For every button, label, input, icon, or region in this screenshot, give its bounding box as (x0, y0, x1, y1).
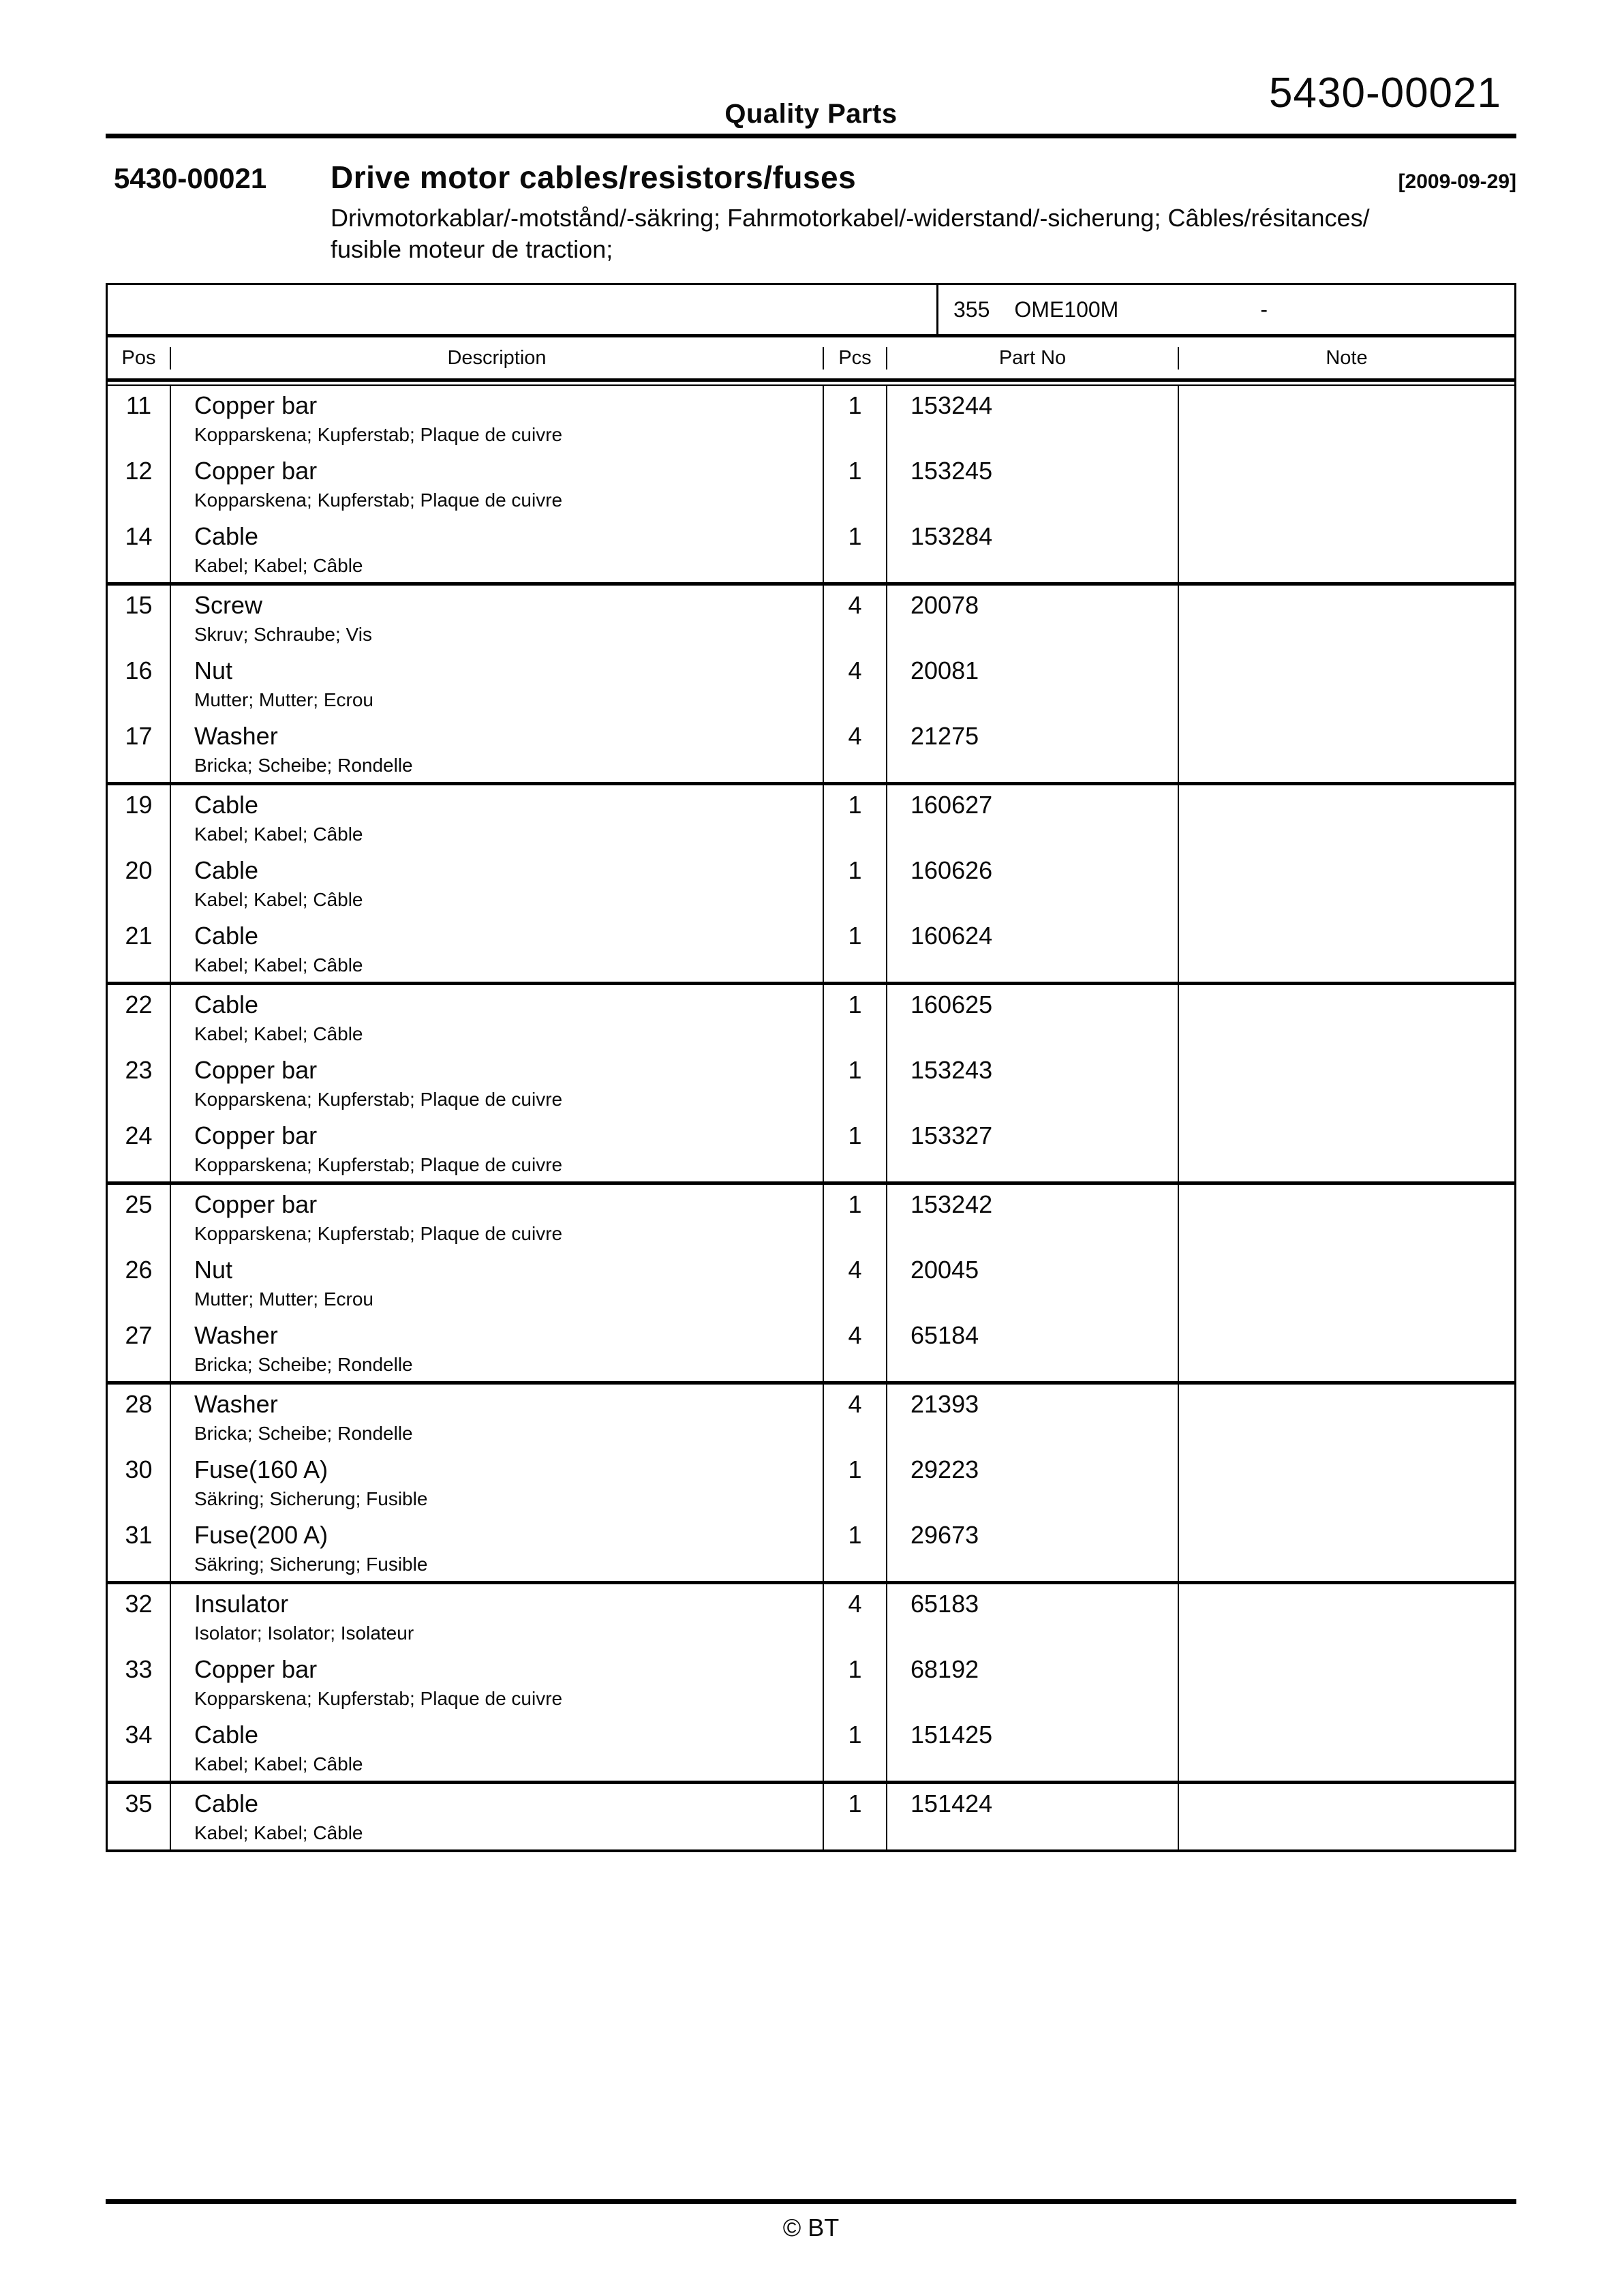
description-main: Cable (194, 1789, 259, 1817)
cell-pcs: 1 (824, 1784, 887, 1849)
description-translations: Kopparskena; Kupferstab; Plaque de cuivre (194, 489, 563, 511)
table-row (108, 916, 1514, 982)
table-row (108, 1715, 1514, 1781)
cell-part-no: 68192 (887, 1650, 1179, 1715)
cell-note (1179, 716, 1514, 782)
cell-note (1179, 785, 1514, 851)
row-group (108, 1381, 1514, 1581)
cell-description (171, 1116, 824, 1181)
cell-note (1179, 651, 1514, 716)
cell-pos: 26 (108, 1250, 171, 1316)
table-row (108, 1650, 1514, 1715)
cell-pcs: 1 (824, 1116, 887, 1181)
cell-pcs: 1 (824, 1650, 887, 1715)
cell-pos: 21 (108, 916, 171, 982)
cell-pcs: 1 (824, 1185, 887, 1250)
header-doc-number: 5430-00021 (1269, 70, 1501, 117)
cell-description (171, 1784, 824, 1849)
cell-pos: 17 (108, 716, 171, 782)
description-translations: Mutter; Mutter; Ecrou (194, 1288, 373, 1310)
model-name: OME100M (1014, 297, 1119, 322)
description-main: Copper bar (194, 1056, 318, 1084)
cell-note (1179, 1316, 1514, 1381)
page-footer (106, 2199, 1516, 2242)
cell-part-no: 153327 (887, 1116, 1179, 1181)
description-translations: Bricka; Scheibe; Rondelle (194, 1423, 413, 1444)
cell-description (171, 451, 824, 517)
description-translations: Kabel; Kabel; Câble (194, 954, 363, 976)
cell-part-no: 153284 (887, 517, 1179, 582)
table-row (108, 1450, 1514, 1515)
table-row (108, 1185, 1514, 1250)
cell-pos: 16 (108, 651, 171, 716)
table-row (108, 1116, 1514, 1181)
column-header-pcs: Pcs (824, 347, 887, 369)
cell-pos: 19 (108, 785, 171, 851)
cell-part-no: 160624 (887, 916, 1179, 982)
description-main: Cable (194, 991, 259, 1018)
cell-description (171, 851, 824, 916)
row-group (108, 1181, 1514, 1381)
table-row (108, 716, 1514, 782)
row-group (108, 982, 1514, 1181)
table-row (108, 785, 1514, 851)
cell-note (1179, 1385, 1514, 1450)
description-translations: Kopparskena; Kupferstab; Plaque de cuivre (194, 1089, 563, 1110)
cell-pos: 35 (108, 1784, 171, 1849)
cell-pcs: 1 (824, 1715, 887, 1781)
description-translations: Säkring; Sicherung; Fusible (194, 1554, 428, 1575)
cell-part-no: 29223 (887, 1450, 1179, 1515)
cell-pos: 12 (108, 451, 171, 517)
description-translations: Kabel; Kabel; Câble (194, 555, 363, 576)
cell-part-no: 20081 (887, 651, 1179, 716)
cell-part-no: 29673 (887, 1515, 1179, 1581)
cell-part-no: 153242 (887, 1185, 1179, 1250)
row-group (108, 1581, 1514, 1781)
cell-description (171, 586, 824, 651)
cell-pos: 14 (108, 517, 171, 582)
cell-note (1179, 1450, 1514, 1515)
cell-part-no: 160626 (887, 851, 1179, 916)
title-row (106, 159, 1516, 196)
cell-note (1179, 386, 1514, 451)
cell-note (1179, 1185, 1514, 1250)
description-main: Insulator (194, 1590, 289, 1618)
cell-pcs: 1 (824, 785, 887, 851)
cell-pcs: 1 (824, 517, 887, 582)
cell-part-no: 20078 (887, 586, 1179, 651)
subtitle-line-2: fusible moteur de traction; (331, 235, 613, 263)
description-main: Washer (194, 1321, 278, 1349)
cell-note (1179, 1584, 1514, 1650)
model-info-cell (938, 285, 1514, 334)
cell-note (1179, 916, 1514, 982)
cell-note (1179, 1715, 1514, 1781)
table-body (108, 386, 1514, 1849)
cell-pcs: 4 (824, 1316, 887, 1381)
model-info-row (108, 285, 1514, 337)
cell-note (1179, 586, 1514, 651)
cell-note (1179, 1515, 1514, 1581)
column-header-note: Note (1326, 346, 1368, 369)
description-main: Copper bar (194, 391, 318, 419)
cell-description (171, 785, 824, 851)
description-translations: Kabel; Kabel; Câble (194, 824, 363, 845)
cell-pcs: 4 (824, 1250, 887, 1316)
cell-pcs: 1 (824, 386, 887, 451)
row-group (108, 1781, 1514, 1849)
row-group (108, 582, 1514, 782)
cell-description (171, 1450, 824, 1515)
cell-note (1179, 1051, 1514, 1116)
cell-pos: 31 (108, 1515, 171, 1581)
description-main: Cable (194, 1721, 259, 1749)
cell-pcs: 1 (824, 1450, 887, 1515)
cell-description (171, 985, 824, 1051)
row-group (108, 782, 1514, 982)
cell-description (171, 716, 824, 782)
cell-pos: 30 (108, 1450, 171, 1515)
cell-note (1179, 517, 1514, 582)
cell-description (171, 1385, 824, 1450)
cell-part-no: 153243 (887, 1051, 1179, 1116)
description-main: Fuse(160 A) (194, 1455, 328, 1483)
cell-description (171, 1185, 824, 1250)
description-translations: Kabel; Kabel; Câble (194, 1753, 363, 1774)
description-translations: Säkring; Sicherung; Fusible (194, 1488, 428, 1509)
cell-description (171, 916, 824, 982)
cell-pcs: 1 (824, 916, 887, 982)
table-row (108, 985, 1514, 1051)
cell-part-no: 160627 (887, 785, 1179, 851)
description-main: Nut (194, 656, 233, 684)
description-main: Copper bar (194, 1190, 318, 1218)
description-translations: Mutter; Mutter; Ecrou (194, 689, 373, 710)
column-header-description: Description (171, 347, 824, 369)
cell-part-no: 21275 (887, 716, 1179, 782)
table-row (108, 851, 1514, 916)
description-main: Cable (194, 856, 259, 884)
cell-description (171, 1584, 824, 1650)
serial-range: - (1260, 297, 1268, 322)
cell-description (171, 1515, 824, 1581)
parts-table (106, 283, 1516, 1852)
table-header-row (108, 337, 1514, 378)
cell-part-no: 65184 (887, 1316, 1179, 1381)
page-title: Drive motor cables/resistors/fuses (331, 160, 857, 195)
description-main: Cable (194, 522, 259, 550)
description-translations: Kopparskena; Kupferstab; Plaque de cuivre (194, 1154, 563, 1175)
table-row (108, 1250, 1514, 1316)
page-content (106, 0, 1516, 1852)
cell-part-no: 160625 (887, 985, 1179, 1051)
title-block (106, 159, 1516, 265)
cell-part-no: 65183 (887, 1584, 1179, 1650)
cell-pcs: 4 (824, 586, 887, 651)
description-translations: Bricka; Scheibe; Rondelle (194, 1354, 413, 1375)
cell-pos: 20 (108, 851, 171, 916)
table-row (108, 451, 1514, 517)
description-translations: Bricka; Scheibe; Rondelle (194, 755, 413, 776)
cell-description (171, 1051, 824, 1116)
description-translations: Isolator; Isolator; Isolateur (194, 1622, 414, 1644)
cell-description (171, 386, 824, 451)
cell-note (1179, 851, 1514, 916)
cell-description (171, 517, 824, 582)
header-center-label: Quality Parts (724, 99, 898, 129)
cell-pos: 22 (108, 985, 171, 1051)
table-row (108, 1515, 1514, 1581)
cell-pos: 27 (108, 1316, 171, 1381)
description-translations: Kabel; Kabel; Câble (194, 1822, 363, 1843)
description-main: Cable (194, 922, 259, 950)
subtitle (331, 202, 1516, 265)
cell-description (171, 1316, 824, 1381)
subtitle-line-1: Drivmotorkablar/-motstånd/-säkring; Fahrmotorkabel/-widerstand/-sicherung; Câbles/résitances/ (331, 204, 1370, 232)
cell-part-no: 151425 (887, 1715, 1179, 1781)
description-main: Screw (194, 591, 263, 619)
document-code: 5430-00021 (114, 162, 267, 194)
table-row (108, 386, 1514, 451)
cell-pcs: 1 (824, 851, 887, 916)
description-main: Fuse(200 A) (194, 1521, 328, 1549)
cell-note (1179, 1650, 1514, 1715)
cell-pcs: 4 (824, 716, 887, 782)
description-main: Copper bar (194, 1655, 318, 1683)
cell-pcs: 1 (824, 451, 887, 517)
description-main: Washer (194, 1390, 278, 1418)
header-rule (106, 134, 1516, 138)
table-row (108, 1051, 1514, 1116)
table-row (108, 1385, 1514, 1450)
table-row (108, 1584, 1514, 1650)
cell-part-no: 20045 (887, 1250, 1179, 1316)
table-row (108, 517, 1514, 582)
cell-pos: 24 (108, 1116, 171, 1181)
description-main: Cable (194, 791, 259, 819)
cell-pcs: 1 (824, 985, 887, 1051)
revision-date: [2009-09-29] (1398, 170, 1516, 193)
cell-pos: 33 (108, 1650, 171, 1715)
model-code: 355 (953, 297, 990, 322)
description-translations: Kopparskena; Kupferstab; Plaque de cuivre (194, 424, 563, 445)
cell-pos: 11 (108, 386, 171, 451)
cell-note (1179, 1784, 1514, 1849)
cell-pcs: 4 (824, 1385, 887, 1450)
table-row (108, 1784, 1514, 1849)
cell-pos: 23 (108, 1051, 171, 1116)
cell-note (1179, 1116, 1514, 1181)
description-main: Washer (194, 722, 278, 750)
cell-description (171, 1650, 824, 1715)
column-header-part-no: Part No (887, 347, 1179, 369)
description-translations: Kopparskena; Kupferstab; Plaque de cuivre (194, 1688, 563, 1709)
description-main: Copper bar (194, 457, 318, 485)
cell-pos: 15 (108, 586, 171, 651)
cell-part-no: 153244 (887, 386, 1179, 451)
cell-pos: 32 (108, 1584, 171, 1650)
header-double-rule (108, 378, 1514, 386)
cell-description (171, 651, 824, 716)
footer-copyright: © BT (782, 2214, 840, 2241)
cell-note (1179, 451, 1514, 517)
column-header-pos: Pos (108, 347, 171, 369)
page-header (106, 0, 1516, 134)
table-row (108, 586, 1514, 651)
cell-note (1179, 1250, 1514, 1316)
row-group (108, 386, 1514, 582)
description-main: Copper bar (194, 1121, 318, 1149)
cell-pos: 28 (108, 1385, 171, 1450)
description-translations: Kopparskena; Kupferstab; Plaque de cuivre (194, 1223, 563, 1244)
cell-pos: 25 (108, 1185, 171, 1250)
cell-note (1179, 985, 1514, 1051)
footer-rule (106, 2199, 1516, 2204)
cell-part-no: 151424 (887, 1784, 1179, 1849)
cell-description (171, 1715, 824, 1781)
description-translations: Kabel; Kabel; Câble (194, 1023, 363, 1044)
cell-pcs: 4 (824, 1584, 887, 1650)
model-info-empty-cell (108, 285, 938, 334)
cell-pcs: 1 (824, 1515, 887, 1581)
table-row (108, 1316, 1514, 1381)
cell-pcs: 1 (824, 1051, 887, 1116)
table-row (108, 651, 1514, 716)
description-translations: Skruv; Schraube; Vis (194, 624, 372, 645)
cell-pos: 34 (108, 1715, 171, 1781)
description-translations: Kabel; Kabel; Câble (194, 889, 363, 910)
cell-description (171, 1250, 824, 1316)
cell-part-no: 153245 (887, 451, 1179, 517)
cell-pcs: 4 (824, 651, 887, 716)
description-main: Nut (194, 1256, 233, 1284)
cell-part-no: 21393 (887, 1385, 1179, 1450)
